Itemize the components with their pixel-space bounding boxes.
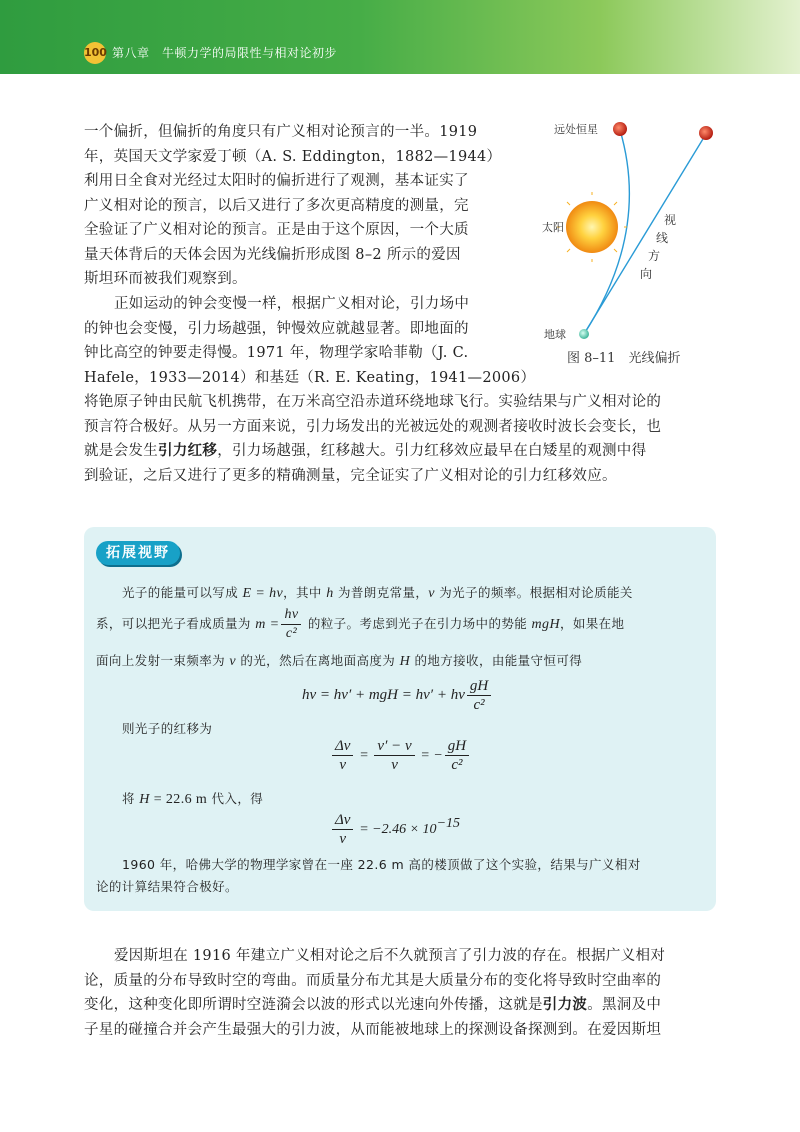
box-line-2: 系，可以把光子看成质量为 m = $\frac{h\nu}{\text{c²}}$ 的粒子。考虑到光子在引力场中的势能 mgH，如果在地 [96, 607, 625, 641]
label-earth: 地球 [544, 328, 566, 341]
text-line: 斯坦环而被我们观察到。 [84, 271, 247, 287]
text-run: ，引力场越强，红移越大。引力红移效应最早在白矮星的观测中得 [217, 443, 647, 459]
key-term-gravitational-wave: 引力波 [542, 996, 588, 1013]
page-number-badge: 100 [84, 42, 106, 64]
text-run: 就是会发生 [84, 443, 158, 459]
text-line: 一个偏折，但偏折的角度只有广义相对论预言的一半。1919 [84, 124, 478, 140]
box-substitution-line: 将 H = 22.6 m 代入，得 [122, 791, 264, 807]
text-line: 预言符合极好。从另一方面来说，引力场发出的光被远处的观测者接收时波长会变长，也 [84, 418, 662, 435]
text-line: 钟比高空的钟要走得慢。1971 年，物理学家哈菲勒（J. C. [84, 345, 469, 361]
chapter-header-bar [0, 0, 800, 74]
sun-icon [566, 201, 618, 253]
text-line: 全验证了广义相对论的预言。正是由于这个原因，一个大质 [84, 222, 469, 238]
gravitational-wave-paragraph [84, 944, 716, 1042]
text-line [84, 439, 716, 464]
earth-icon [579, 329, 589, 339]
text-line: 的钟也会变慢，引力场越强，钟慢效应就越显著。即地面的 [84, 320, 469, 337]
text-line: 将铯原子钟由民航飞机携带，在万米高空沿赤道环绕地球飞行。实验结果与广义相对论的 [84, 394, 662, 410]
label-sun: 太阳 [542, 221, 564, 234]
text-line: 论，质量的分布导致时空的弯曲。而质量分布尤其是大质量分布的变化将导致时空曲率的 [84, 972, 662, 989]
svg-text:方: 方 [648, 249, 661, 263]
box-line-1: 光子的能量可以写成 E = hν，其中 h 为普朗克常量，ν 为光子的频率。根据相对论质能关 [122, 585, 633, 601]
text-line: 利用日全食对光经过太阳时的偏折进行了观测，基本证实了 [84, 173, 469, 189]
fraction-hv-over-c2: $\frac{h\nu}{\text{c²}}$ [281, 606, 301, 643]
box-line-experiment: 1960 年，哈佛大学的物理学家曾在一座 22.6 m 高的楼顶做了这个实验，结果与广义相对 [122, 857, 641, 872]
box-redshift-intro: 则光子的红移为 [122, 721, 213, 736]
text-line: 到验证，之后又进行了更多的精确测量，完全证实了广义相对论的引力红移效应。 [84, 467, 617, 484]
redshift-equation: $\frac{\Delta\nu}{\nu}$ = $\frac{\nu' - \nu}{\nu}$ = − $\frac{gH}{\text{c²}}$ [330, 737, 471, 774]
apparent-star-icon [699, 126, 713, 140]
text-line: 子星的碰撞合并会产生最强大的引力波，从而能被地球上的探测设备探测到。在爱因斯坦 [84, 1021, 662, 1038]
svg-text:线: 线 [656, 231, 669, 245]
figure-caption: 图 8–11 光线偏折 [567, 351, 681, 366]
text-line: Hafele，1933—2014）和基廷（R. E. Keating，1941—2006） [84, 369, 536, 386]
key-term-gravitational-redshift: 引力红移 [158, 442, 218, 459]
energy-equation: hν = hν′ + mgH = hν′ + hν $\frac{gH}{\text{c²}}$ [302, 677, 493, 714]
distant-star-icon [613, 122, 627, 136]
extended-view-box [84, 527, 716, 911]
text-line: 正如运动的钟会变慢一样，根据广义相对论，引力场中 [114, 296, 470, 312]
intro-paragraph [84, 120, 524, 292]
label-line-of-sight [640, 213, 676, 281]
box-line-3: 面向上发射一束频率为 ν 的光，然后在离地面高度为 H 的地方接收，由能量守恒可得 [96, 653, 583, 669]
svg-text:向: 向 [640, 267, 653, 281]
box-line-experiment-end: 论的计算结果符合极好。 [96, 879, 238, 894]
chapter-title: 第八章 牛顿力学的局限性与相对论初步 [112, 46, 338, 60]
light-deflection-figure [540, 112, 730, 347]
text-line: 量天体背后的天体会因为光线偏折形成图 8–2 所示的爱因 [84, 246, 461, 263]
redshift-result-equation: $\frac{\Delta\nu}{\nu}$ = $-2.46 \times 10^{-15}$ [330, 811, 460, 848]
text-line: 爱因斯坦在 1916 年建立广义相对论之后不久就预言了引力波的存在。根据广义相对 [114, 948, 666, 964]
svg-text:视: 视 [664, 213, 677, 227]
text-line: 广义相对论的预言，以后又进行了多次更高精度的测量，完 [84, 197, 469, 214]
text-line: 年，英国天文学家爱丁顿（A. S. Eddington，1882—1944） [84, 148, 502, 165]
label-distant-star: 远处恒星 [554, 123, 598, 136]
text-line: 变化，这种变化即所谓时空涟漪会以波的形式以光速向外传播，这就是引力波。黑洞及中 [84, 996, 662, 1013]
box-title: 拓展视野 [96, 541, 180, 565]
